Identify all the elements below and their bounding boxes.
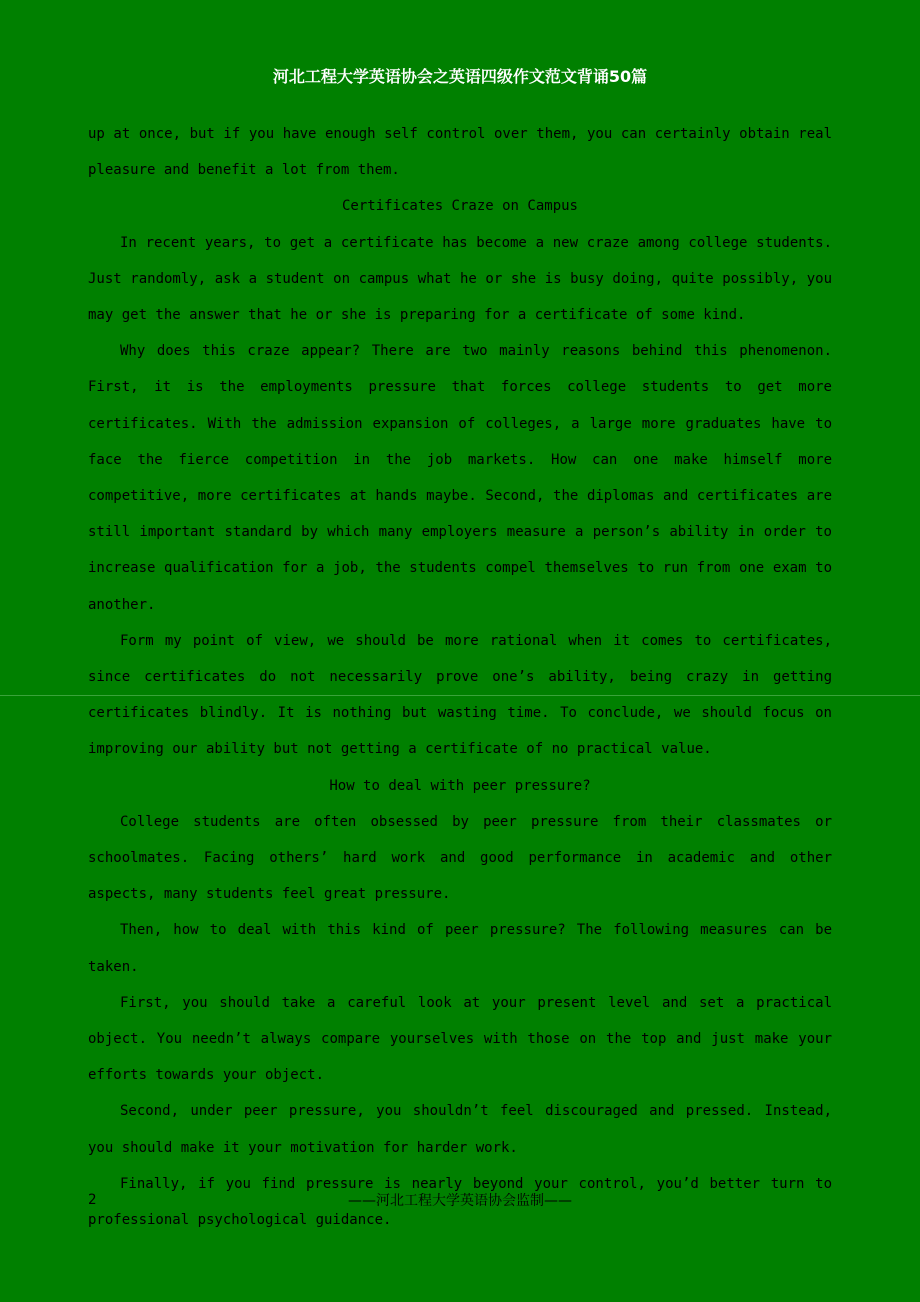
paragraph: In recent years, to get a certificate has become a new craze among college students. Just randomly, ask a student on campus what he or she is busy doing, quite possibly, you may get the answer that he or she is preparing for a certificate of some kind. [88,234,832,324]
page-title: 河北工程大学英语协会之英语四级作文范文背诵50篇 [272,67,648,86]
paragraph: Second, under peer pressure, you shouldn’t feel discouraged and pressed. Instead, you should make it your motivation for harder work. [88,1103,832,1156]
paragraph: College students are often obsessed by peer pressure from their classmates or schoolmates. Facing others’ hard work and good performance in academic and other aspects, many students feel great pressure. [88,813,832,903]
paragraph: Form my point of view, we should be more rational when it comes to certificates, since certificates do not necessarily prove one’s ability, being crazy in getting certificates blindly. It is nothing but wasting time. To conclude, we should focus on improving our ability but not getting a certificate of no practical value. [88,632,832,758]
paragraph: Why does this craze appear? There are two mainly reasons behind this phenomenon. First, it is the employments pressure that forces college students to get more certificates. With the admission expansion of colleges, a large more graduates have to face the fierce competition in the job markets. How can one make himself more competitive, more certificates at hands maybe. Second, the diplomas and certificates are still important standard by which many employers measure a person’s ability in order to increase qualification for a job, the students compel themselves to run from one exam to another. [88,343,832,613]
paragraph: Then, how to deal with this kind of peer pressure? The following measures can be taken. [88,922,832,975]
paragraph: First, you should take a careful look at your present level and set a practical object. You needn’t always compare yourselves with those on the top and just make your efforts towards your object. [88,994,832,1084]
page-number: 2 [88,1192,97,1208]
divider-line [0,695,920,696]
document-body [88,116,832,1238]
essay-title-peer-pressure: How to deal with peer pressure? [329,777,591,794]
page-footer: ——河北工程大学英语协会监制—— [348,1193,572,1209]
paragraph-continuation: up at once, but if you have enough self control over them, you can certainly obtain real pleasure and benefit a lot from them. [88,126,832,179]
essay-title-certificates: Certificates Craze on Campus [341,198,578,215]
paragraph: Finally, if you find pressure is nearly beyond your control, you’d better turn to professional psychological guidance. [88,1175,832,1229]
